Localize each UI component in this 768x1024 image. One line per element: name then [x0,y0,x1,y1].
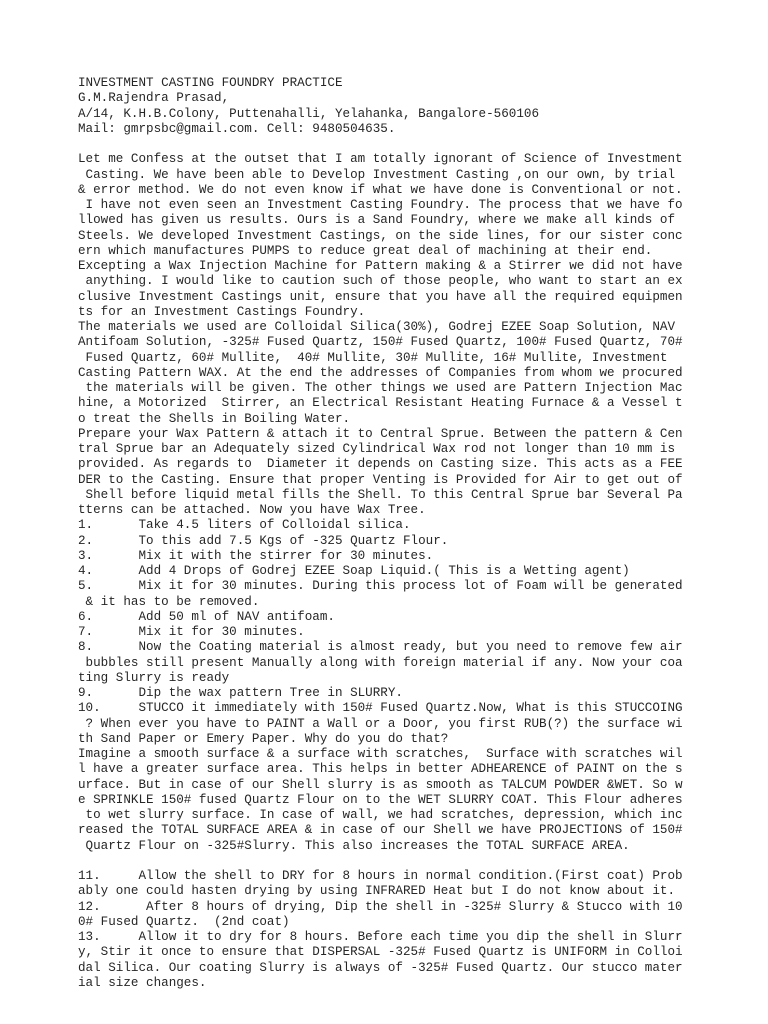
text-line: Let me Confess at the outset that I am totally ignorant of Science of Investment [78,152,683,167]
text-line: Antifoam Solution, -325# Fused Quartz, 150# Fused Quartz, 100# Fused Quartz, 70# [78,335,683,350]
text-line: th Sand Paper or Emery Paper. Why do you do that? [78,731,449,746]
text-line: 9. Dip the wax pattern Tree in SLURRY. [78,686,403,700]
text-line: o treat the Shells in Boiling Water. [78,411,351,426]
text-line: 5. Mix it for 30 minutes. During this process lot of Foam will be generated [78,579,683,594]
text-line: & it has to be removed. [78,594,260,609]
text-line: e SPRINKLE 150# fused Quartz Flour on to the WET SLURRY COAT. This Flour adheres [78,792,683,807]
text-line: 11. Allow the shell to DRY for 8 hours in normal condition.(First coat) Prob [78,869,683,883]
text-line: l have a greater surface area. This helps in better ADHEARENCE of PAINT on the s [78,762,683,777]
text-line: ably one could hasten drying by using INFRARED Heat but I do not know about it. [78,884,676,899]
text-line: dal Silica. Our coating Slurry is always of -325# Fused Quartz. Our stucco mater [78,960,683,975]
text-line: 8. Now the Coating material is almost ready, but you need to remove few air [78,640,683,655]
text-line: The materials we used are Colloidal Silica(30%), Godrej EZEE Soap Solution, NAV [78,320,676,334]
document-header [78,76,728,137]
blank-line [78,854,728,869]
document-page [78,76,728,991]
text-line: Casting Pattern WAX. At the end the addresses of Companies from whom we procured [78,365,683,380]
text-line: 13. Allow it to dry for 8 hours. Before each time you dip the shell in Slurr [78,930,683,944]
text-line: bubbles still present Manually along with foreign material if any. Now your coa [78,655,683,670]
text-line: 12. After 8 hours of drying, Dip the shell in -325# Slurry & Stucco with 10 [78,899,683,914]
document-body [78,152,728,854]
text-line: Steels. We developed Investment Castings, on the side lines, for our sister conc [78,228,683,243]
text-line: Excepting a Wax Injection Machine for Pattern making & a Stirrer we did not have [78,259,683,273]
text-line: Shell before liquid metal fills the Shell. To this Central Sprue bar Several Pa [78,487,683,502]
text-line: I have not even seen an Investment Casting Foundry. The process that we have fo [78,198,683,212]
text-line: Quartz Flour on -325#Slurry. This also increases the TOTAL SURFACE AREA. [78,838,630,853]
document-steps [78,869,728,991]
text-line: urface. But in case of our Shell slurry is as smooth as TALCUM POWDER &WET. So w [78,777,683,792]
text-line: 6. Add 50 ml of NAV antifoam. [78,609,335,624]
text-line: Casting. We have been able to Develop Investment Casting ,on our own, by trial [78,167,676,182]
text-line: hine, a Motorized Stirrer, an Electrical Resistant Heating Furnace & a Vessel t [78,396,683,411]
text-line: Prepare your Wax Pattern & attach it to Central Sprue. Between the pattern & Cen [78,426,683,441]
text-line: the materials will be given. The other things we used are Pattern Injection Mac [78,381,683,395]
text-line: & error method. We do not even know if what we have done is Conventional or not. [78,182,683,197]
text-line: 4. Add 4 Drops of Godrej EZEE Soap Liquid.( This is a Wetting agent) [78,564,630,578]
text-line: G.M.Rajendra Prasad, [78,91,230,106]
text-line: ting Slurry is ready [78,670,230,685]
text-line: ts for an Investment Castings Foundry. [78,304,366,319]
text-line: Mail: gmrpsbc@gmail.com. Cell: 9480504635. [78,121,396,136]
text-line: ial size changes. [78,975,207,990]
text-line: 1. Take 4.5 liters of Colloidal silica. [78,518,411,533]
text-line: llowed has given us results. Ours is a Sand Foundry, where we make all kinds of [78,213,676,228]
text-line: tterns can be attached. Now you have Wax Tree. [78,503,426,517]
text-line: 10. STUCCO it immediately with 150# Fused Quartz.Now, What is this STUCCOING [78,701,683,716]
text-line: y, Stir it once to ensure that DISPERSAL -325# Fused Quartz is UNIFORM in Colloi [78,945,683,960]
text-line: INVESTMENT CASTING FOUNDRY PRACTICE [78,76,343,90]
text-line: reased the TOTAL SURFACE AREA & in case of our Shell we have PROJECTIONS of 150# [78,823,683,838]
text-line: A/14, K.H.B.Colony, Puttenahalli, Yelahanka, Bangalore-560106 [78,106,540,121]
text-line: 7. Mix it for 30 minutes. [78,625,305,639]
text-line: tral Sprue bar an Adequately sized Cylindrical Wax rod not longer than 10 mm is [78,442,676,456]
text-line: 2. To this add 7.5 Kgs of -325 Quartz Flour. [78,533,449,548]
text-line: ern which manufactures PUMPS to reduce great deal of machining at their end. [78,243,653,258]
text-line: Imagine a smooth surface & a surface with scratches, Surface with scratches wil [78,747,683,761]
text-line: provided. As regards to Diameter it depends on Casting size. This acts as a FEE [78,457,683,472]
text-line: anything. I would like to caution such of those people, who want to start an ex [78,274,683,289]
text-line: clusive Investment Castings unit, ensure that you have all the required equipmen [78,289,683,304]
blank-line [78,137,728,152]
text-line: Fused Quartz, 60# Mullite, 40# Mullite, 30# Mullite, 16# Mullite, Investment [78,350,668,365]
text-line: 3. Mix it with the stirrer for 30 minutes. [78,548,434,563]
text-line: ? When ever you have to PAINT a Wall or a Door, you first RUB(?) the surface wi [78,716,683,731]
text-line: to wet slurry surface. In case of wall, we had scratches, depression, which inc [78,808,683,822]
text-line: DER to the Casting. Ensure that proper Venting is Provided for Air to get out of [78,472,683,487]
text-line: 0# Fused Quartz. (2nd coat) [78,914,290,929]
